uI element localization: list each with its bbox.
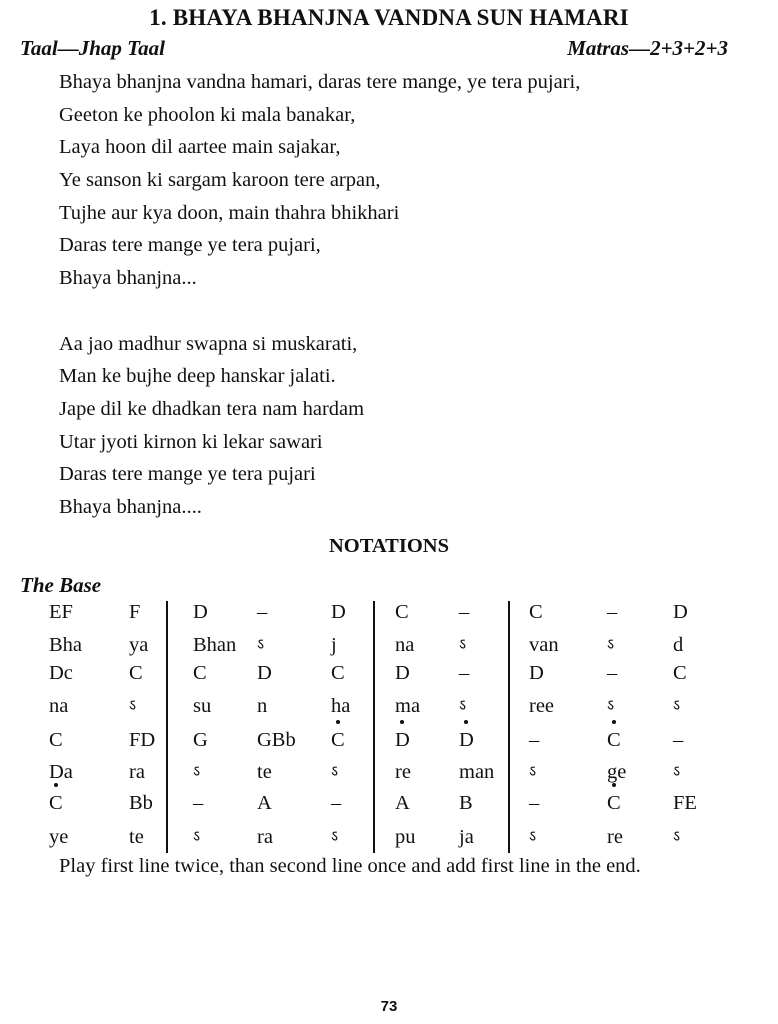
notation-cell	[673, 823, 680, 851]
vibhag-divider	[166, 601, 168, 853]
lyric-line: Bhaya bhanjna....	[59, 495, 202, 518]
notation-text: ऽ	[331, 829, 339, 845]
notation-text: C	[529, 601, 543, 623]
notation-cell	[607, 823, 623, 851]
notation-cell	[49, 631, 82, 659]
notation-text: ऽ	[673, 829, 681, 845]
notation-text: Dc	[49, 662, 73, 684]
base-label: The Base	[20, 573, 102, 597]
notation-text: n	[257, 695, 268, 717]
song-title: 1. BHAYA BHANJNA VANDNA SUN HAMARI	[149, 5, 629, 30]
notation-text: EF	[49, 601, 73, 623]
notation-cell	[459, 789, 473, 817]
notation-text: ऽ	[529, 829, 537, 845]
notation-text: C	[49, 729, 63, 751]
notation-text: –	[257, 601, 268, 623]
notation-cell	[331, 726, 345, 754]
vibhag-divider	[508, 601, 510, 853]
notation-text: re	[395, 761, 411, 783]
notation-cell	[673, 692, 680, 720]
notation-cell	[673, 631, 683, 659]
notation-cell	[49, 823, 68, 851]
notation-text: –	[607, 601, 618, 623]
notation-cell	[529, 789, 539, 817]
notation-cell	[673, 726, 683, 754]
notation-cell	[607, 692, 614, 720]
notation-cell	[673, 789, 697, 817]
notation-cell	[395, 692, 420, 720]
notation-cell	[257, 692, 267, 720]
notation-cell	[395, 598, 409, 626]
notation-text: ra	[257, 826, 273, 848]
lyric-line: Tujhe aur kya doon, main thahra bhikhari	[59, 201, 400, 224]
notation-cell	[49, 692, 68, 720]
notation-cell	[257, 659, 272, 687]
notation-cell	[607, 631, 614, 659]
notation-cell	[529, 659, 544, 687]
notation-text: A	[257, 792, 272, 814]
notation-cell	[459, 758, 494, 786]
matras-label: Matras—2+3+2+3	[567, 36, 728, 60]
notation-text: –	[459, 662, 470, 684]
play-instruction: Play first line twice, than second line once and add first line in the end.	[59, 855, 641, 877]
notation-text: van	[529, 634, 559, 656]
notation-text: ge	[607, 761, 627, 783]
notation-cell	[459, 726, 474, 754]
notation-cell	[673, 598, 688, 626]
notation-text: –	[459, 601, 470, 623]
notation-text: te	[257, 761, 272, 783]
notation-text: Bha	[49, 634, 83, 656]
notation-cell	[459, 598, 469, 626]
notation-text: ya	[129, 634, 149, 656]
notation-text: –	[331, 792, 342, 814]
upper-octave-dot	[336, 720, 340, 724]
notation-text: D	[331, 601, 346, 623]
notation-cell	[607, 726, 621, 754]
notation-text: C	[49, 792, 63, 814]
notation-text: B	[459, 792, 473, 814]
notation-text: ऽ	[607, 698, 615, 714]
notation-text: man	[459, 761, 495, 783]
notation-text: C	[395, 601, 409, 623]
notation-cell	[459, 692, 466, 720]
notation-cell	[129, 789, 153, 817]
notation-text: ऽ	[673, 764, 681, 780]
notation-cell	[529, 758, 536, 786]
notation-cell	[257, 631, 264, 659]
notation-text: GBb	[257, 729, 296, 751]
notation-cell	[129, 631, 148, 659]
taal-label: Taal—Jhap Taal	[20, 36, 165, 60]
notation-text: na	[49, 695, 69, 717]
notation-text: C	[193, 662, 207, 684]
notation-cell	[193, 659, 207, 687]
lyric-line: Bhaya bhanjna...	[59, 267, 197, 290]
notation-cell	[193, 692, 211, 720]
notation-text: ऽ	[331, 764, 339, 780]
notation-cell	[49, 598, 73, 626]
notation-text: ऽ	[257, 637, 265, 653]
upper-octave-dot	[612, 783, 616, 787]
notation-text: C	[673, 662, 687, 684]
lyric-line: Man ke bujhe deep hanskar jalati.	[59, 365, 336, 388]
upper-octave-dot	[464, 720, 468, 724]
notation-text: –	[607, 662, 618, 684]
notation-text: –	[529, 729, 540, 751]
notation-text: ra	[129, 761, 145, 783]
notation-cell	[395, 631, 414, 659]
notation-text: ऽ	[673, 698, 681, 714]
notation-text: su	[193, 695, 212, 717]
notation-cell	[193, 598, 208, 626]
lyric-line: Daras tere mange ye tera pujari	[59, 463, 316, 486]
vibhag-divider	[373, 601, 375, 853]
notation-cell	[529, 726, 539, 754]
notation-text: C	[607, 729, 621, 751]
upper-octave-dot	[54, 783, 58, 787]
notation-cell	[331, 631, 337, 659]
notation-text: Da	[49, 761, 73, 783]
notation-cell	[129, 659, 143, 687]
notation-cell	[529, 692, 554, 720]
notation-text: ऽ	[529, 764, 537, 780]
notation-cell	[673, 659, 687, 687]
notation-cell	[129, 726, 155, 754]
notation-cell	[673, 758, 680, 786]
notation-text: D	[193, 601, 208, 623]
notation-cell	[49, 659, 73, 687]
notation-cell	[331, 659, 345, 687]
lyric-line: Daras tere mange ye tera pujari,	[59, 234, 321, 257]
notation-text: Bb	[129, 792, 153, 814]
notation-cell	[607, 659, 617, 687]
notation-text: D	[395, 729, 410, 751]
notation-text: ye	[49, 826, 69, 848]
upper-octave-dot	[400, 720, 404, 724]
notation-cell	[257, 598, 267, 626]
notation-cell	[129, 758, 145, 786]
notation-text: –	[673, 729, 684, 751]
notation-cell	[257, 789, 272, 817]
notation-cell	[49, 789, 63, 817]
notation-cell	[129, 598, 140, 626]
notations-heading: NOTATIONS	[329, 535, 449, 557]
notation-cell	[331, 692, 350, 720]
notation-text: ऽ	[459, 698, 467, 714]
page-number: 73	[380, 998, 398, 1015]
notation-cell	[607, 598, 617, 626]
notation-text: ऽ	[193, 829, 201, 845]
notation-text: A	[395, 792, 410, 814]
notation-cell	[331, 823, 338, 851]
notation-text: C	[607, 792, 621, 814]
notation-text: d	[673, 634, 684, 656]
notation-text: C	[331, 662, 345, 684]
notation-cell	[331, 758, 338, 786]
notation-cell	[129, 823, 144, 851]
notation-text: j	[331, 634, 337, 656]
notation-cell	[193, 631, 236, 659]
upper-octave-dot	[612, 720, 616, 724]
lyric-line: Aa jao madhur swapna si muskarati,	[59, 332, 358, 355]
notation-text: ha	[331, 695, 351, 717]
notation-cell	[607, 758, 626, 786]
notation-cell	[607, 789, 621, 817]
lyric-line: Ye sanson ki sargam karoon tere arpan,	[59, 169, 381, 192]
notation-cell	[331, 789, 341, 817]
notation-text: ree	[529, 695, 555, 717]
lyric-line: Bhaya bhanjna vandna hamari, daras tere mange, ye tera pujari,	[59, 71, 581, 93]
notation-text: D	[395, 662, 410, 684]
notation-text: re	[607, 826, 623, 848]
lyric-line: Laya hoon dil aartee main sajakar,	[59, 136, 341, 159]
notation-cell	[193, 823, 200, 851]
notation-text: ऽ	[129, 698, 137, 714]
notation-cell	[459, 659, 469, 687]
notation-text: pu	[395, 826, 416, 848]
notation-text: C	[129, 662, 143, 684]
notation-text: ऽ	[607, 637, 615, 653]
notation-cell	[395, 758, 411, 786]
notation-text: F	[129, 601, 141, 623]
notation-text: ऽ	[459, 637, 467, 653]
notation-text: na	[395, 634, 415, 656]
notation-cell	[49, 726, 63, 754]
notation-cell	[529, 598, 543, 626]
notation-text: C	[331, 729, 345, 751]
notation-text: Bhan	[193, 634, 237, 656]
notation-text: G	[193, 729, 208, 751]
notation-cell	[257, 758, 272, 786]
notation-cell	[395, 659, 410, 687]
notation-cell	[459, 631, 466, 659]
notation-cell	[193, 726, 208, 754]
notation-text: ऽ	[193, 764, 201, 780]
notation-text: D	[257, 662, 272, 684]
notation-text: D	[673, 601, 688, 623]
lyric-line: Jape dil ke dhadkan tera nam hardam	[59, 397, 365, 420]
notation-cell	[49, 758, 73, 786]
notation-cell	[257, 823, 273, 851]
notation-cell	[459, 823, 474, 851]
notation-cell	[529, 631, 559, 659]
notation-text: –	[193, 792, 204, 814]
notation-cell	[193, 758, 200, 786]
notation-text: FE	[673, 792, 697, 814]
notation-cell	[395, 823, 416, 851]
notation-text: ja	[459, 826, 474, 848]
lyric-line: Geeton ke phoolon ki mala banakar,	[59, 103, 356, 126]
notation-text: D	[529, 662, 544, 684]
notation-cell	[193, 789, 203, 817]
notation-cell	[129, 692, 136, 720]
notation-cell	[257, 726, 296, 754]
notation-text: ma	[395, 695, 421, 717]
notation-text: te	[129, 826, 144, 848]
notation-cell	[395, 789, 410, 817]
notation-text: –	[529, 792, 540, 814]
notation-cell	[331, 598, 346, 626]
notation-text: FD	[129, 729, 156, 751]
lyric-line: Utar jyoti kirnon ki lekar sawari	[59, 430, 323, 453]
notation-cell	[395, 726, 410, 754]
notation-text: D	[459, 729, 474, 751]
notation-cell	[529, 823, 536, 851]
